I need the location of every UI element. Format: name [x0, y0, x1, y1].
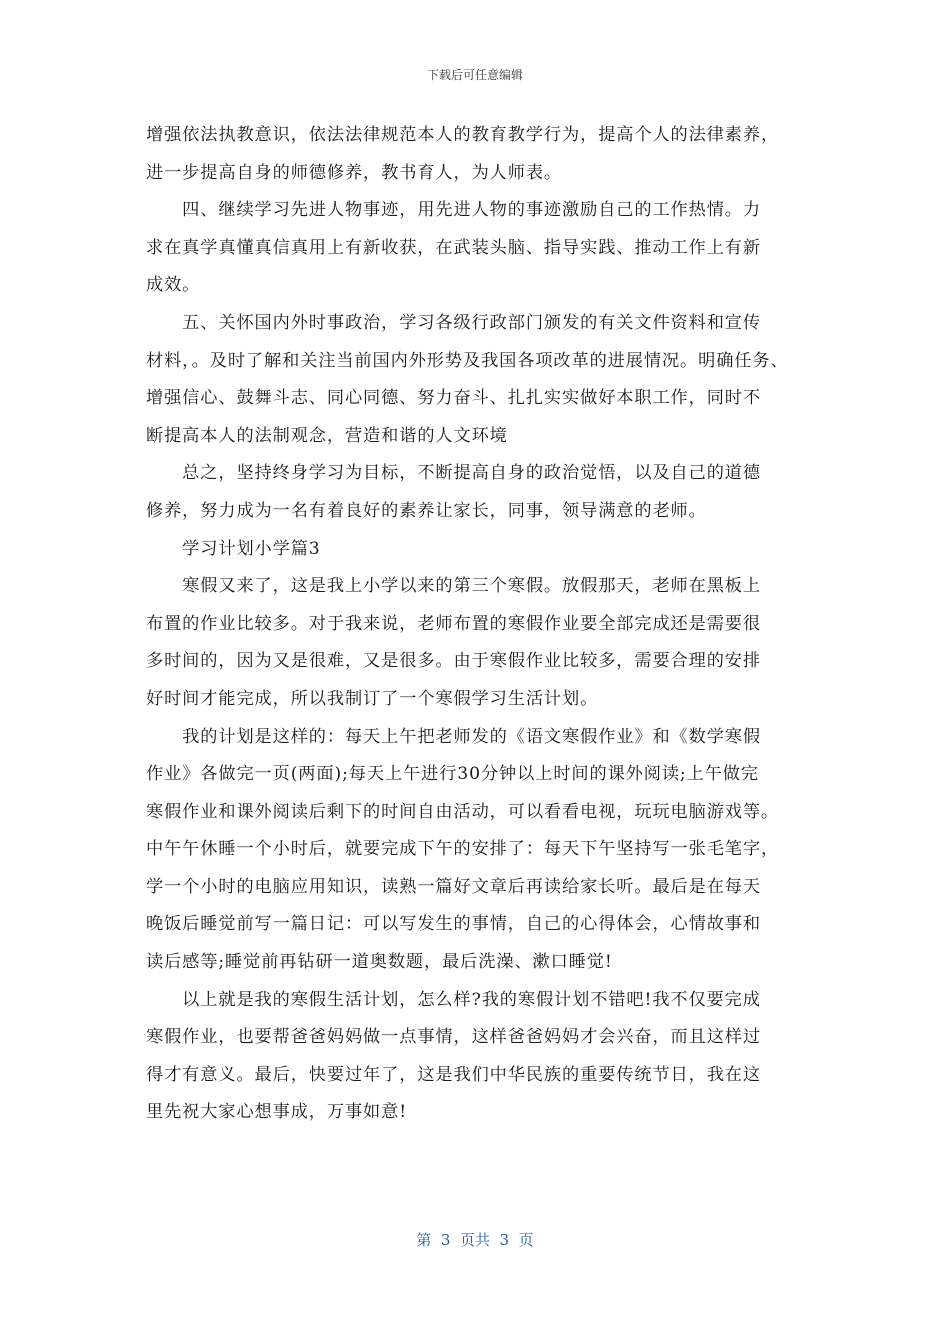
text-line: 好时间才能完成，所以我制订了一个寒假学习生活计划。 — [146, 688, 599, 709]
text-line: 晚饭后睡觉前写一篇日记：可以写发生的事情，自己的心得体会，心情故事和 — [146, 914, 761, 935]
text-line: 布置的作业比较多。对于我来说，老师布置的寒假作业要全部完成还是需要很 — [146, 613, 761, 634]
text-line: 增强信心、鼓舞斗志、同心同德、努力奋斗、扎扎实实做好本职工作，同时不 — [146, 388, 761, 409]
text-line: 总之，坚持终身学习为目标，不断提高自身的政治觉悟，以及自己的道德 — [146, 463, 761, 484]
text-line: 寒假作业，也要帮爸爸妈妈做一点事情，这样爸爸妈妈才会兴奋，而且这样过 — [146, 1027, 761, 1048]
text-line: 学一个小时的电脑应用知识，读熟一篇好文章后再读给家长听。最后是在每天 — [146, 876, 761, 897]
text-line: 断提高本人的法制观念，营造和谐的人文环境 — [146, 425, 508, 446]
text-line: 寒假作业和课外阅读后剩下的时间自由活动，可以看看电视，玩玩电脑游戏等。 — [146, 801, 780, 822]
text-line: 中午午休睡一个小时后，就要完成下午的安排了：每天下午坚持写一张毛笔字， — [146, 839, 780, 860]
page-header: 下载后可任意编辑 — [426, 68, 523, 82]
text-line: 四、继续学习先进人物事迹，用先进人物的事迹激励自己的工作热情。力 — [146, 200, 761, 221]
text-line: 求在真学真懂真信真用上有新收获，在武装头脑、指导实践、推动工作上有新 — [146, 237, 761, 258]
text-line: 得才有意义。最后，快要过年了，这是我们中华民族的重要传统节日，我在这 — [146, 1064, 761, 1085]
page-number-footer: 第 3 页共 3 页 — [416, 1231, 534, 1249]
text-line: 我的计划是这样的：每天上午把老师发的《语文寒假作业》和《数学寒假 — [146, 726, 761, 747]
text-line: 里先祝大家心想事成，万事如意! — [146, 1102, 408, 1123]
text-line: 材料，。及时了解和关注当前国内外形势及我国各项改革的进展情况。明确任务、 — [146, 350, 789, 371]
text-line: 读后感等;睡觉前再钻研一道奥数题，最后洗澡、漱口睡觉! — [146, 952, 613, 973]
document-body — [146, 117, 816, 1132]
text-line: 修养，努力成为一名有着良好的素养让家长，同事，领导满意的老师。 — [146, 500, 707, 521]
text-line: 成效。 — [146, 275, 201, 296]
text-line: 多时间的，因为又是很难，又是很多。由于寒假作业比较多，需要合理的安排 — [146, 651, 761, 672]
text-line: 以上就是我的寒假生活计划，怎么样?我的寒假计划不错吧!我不仅要完成 — [146, 989, 761, 1010]
section-heading: 学习计划小学篇3 — [146, 538, 321, 559]
text-line: 寒假又来了，这是我上小学以来的第三个寒假。放假那天，老师在黑板上 — [146, 576, 761, 597]
text-line: 作业》各做完一页(两面);每天上午进行30分钟以上时间的课外阅读;上午做完 — [146, 764, 759, 785]
text-line: 增强依法执教意识，依法法律规范本人的教育教学行为，提高个人的法律素养， — [146, 125, 780, 145]
text-line: 五、关怀国内外时事政治，学习各级行政部门颁发的有关文件资料和宣传 — [146, 312, 761, 333]
text-line: 进一步提高自身的师德修养，教书育人，为人师表。 — [146, 162, 563, 183]
